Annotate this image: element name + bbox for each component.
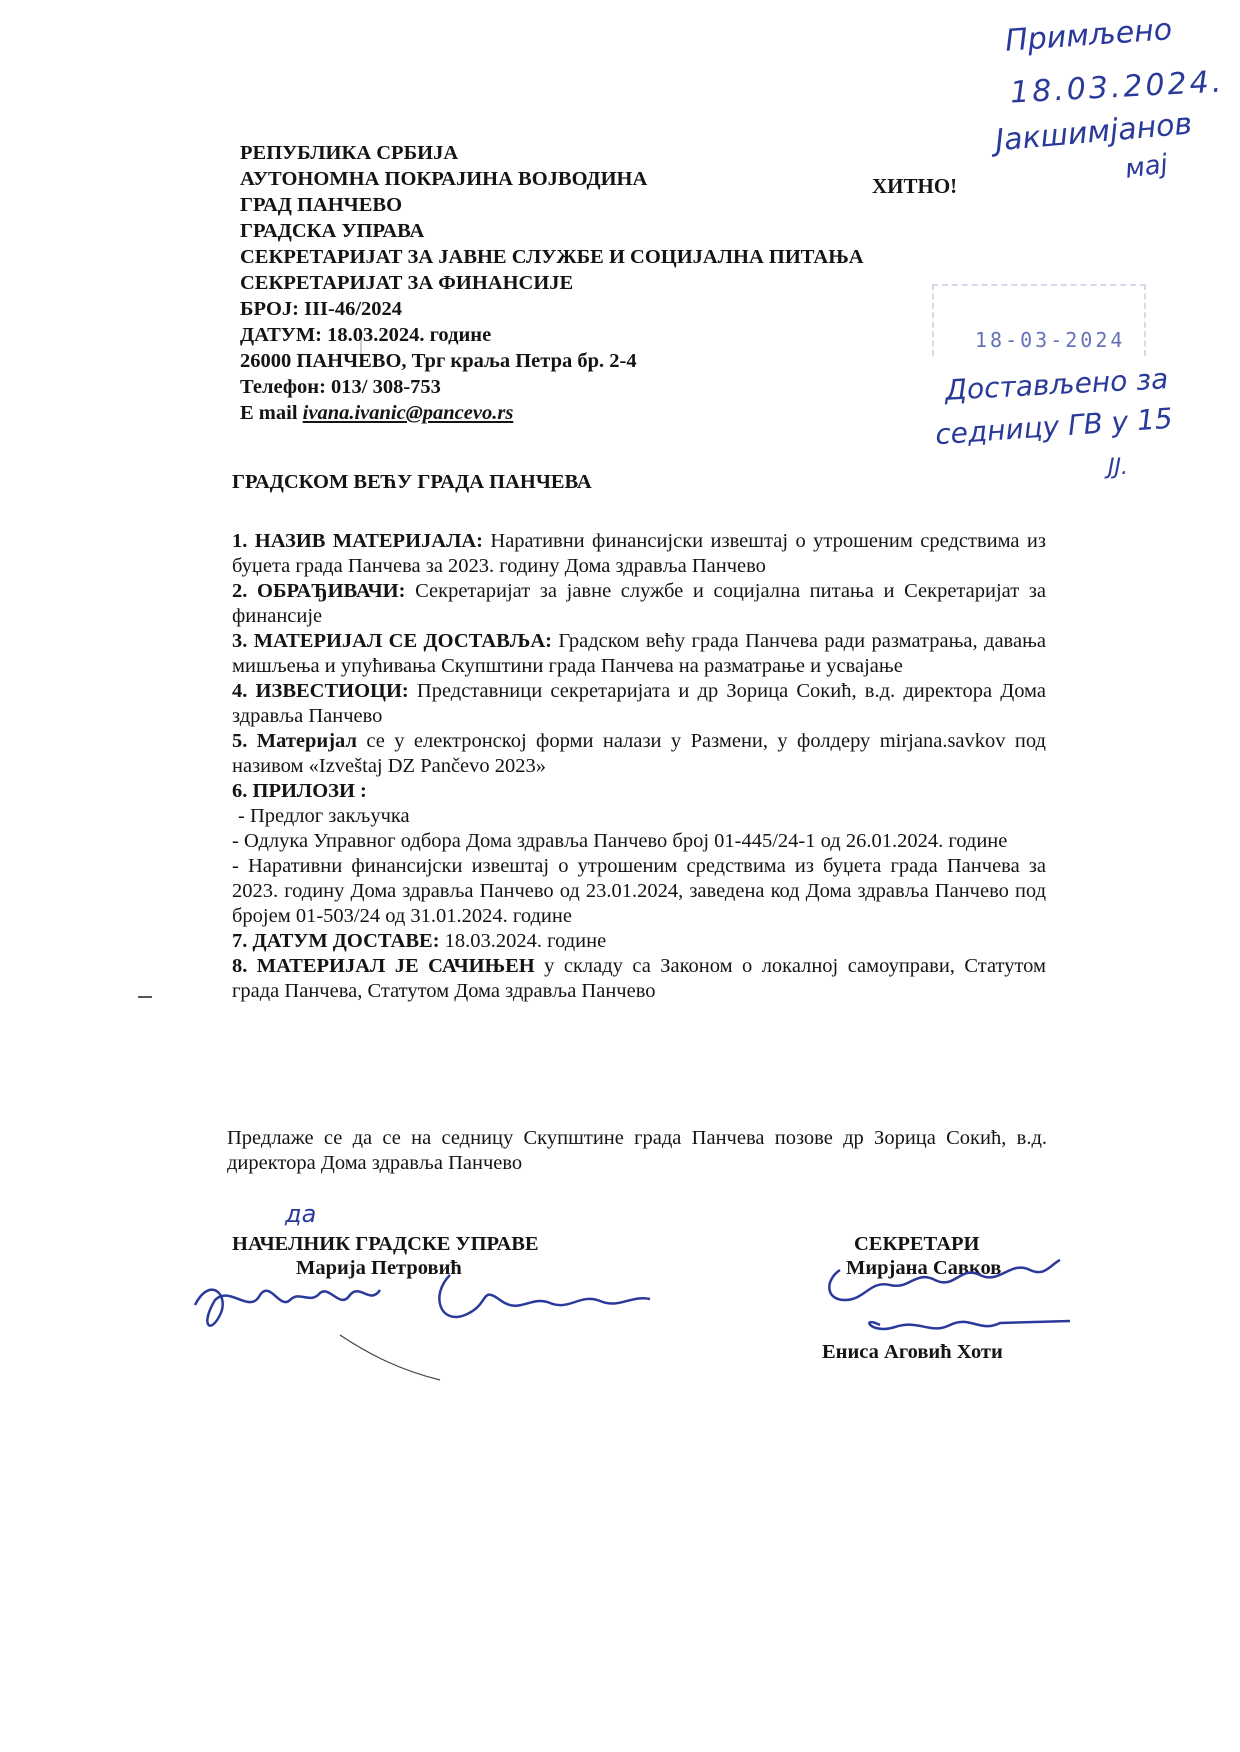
header-line: АУТОНОМНА ПОКРАЈИНА ВОЈВОДИНА	[240, 168, 648, 190]
list-item	[232, 679, 1046, 729]
item-label: 7. ДАТУМ ДОСТАВЕ:	[232, 930, 440, 952]
signature-stroke	[869, 1321, 1070, 1329]
address: 26000 ПАНЧЕВО, Трг краља Петра бр. 2-4	[240, 350, 637, 372]
email-label: E mail	[240, 402, 303, 424]
header-line: ГРАДСКА УПРАВА	[240, 220, 425, 242]
item-label: 5. Материјал	[232, 730, 357, 752]
document-date: ДАТУМ: 18.03.2024. године	[240, 324, 492, 346]
list-item	[232, 929, 1046, 954]
item-text: се у електронској форми налази у Размени, у фолдеру mirjana.savkov под називом «Izveštaj DZ Pančevo 2023»	[232, 730, 1046, 777]
item-label: 8. МАТЕРИЈАЛ ЈЕ САЧИЊЕН	[232, 955, 535, 977]
handwritten-received-note: Примљено	[1003, 12, 1174, 59]
received-stamp-date: 18-03-2024	[975, 328, 1126, 352]
handwritten-approval: да	[285, 1200, 317, 1228]
item-text: 18.03.2024. године	[439, 930, 607, 952]
item-text: Градском већу града Панчева ради разматрања, давања мишљења и упућивања Скупштини града Панчева на разматрање и усвајање	[232, 630, 1046, 677]
item-text: у складу са Законом о локалној самоуправи, Статутом града Панчева, Статутом Дома здравља Панчево	[232, 955, 1046, 1002]
right-signature-image	[820, 1255, 1080, 1345]
header-line: СЕКРЕТАРИЈАТ ЗА ФИНАНСИЈЕ	[240, 272, 574, 294]
attachment-item: - Предлог закључка	[238, 805, 410, 827]
handwritten-name-note: Јакшимјанов	[993, 106, 1194, 159]
email-link[interactable]: ivana.ivanic@pancevo.rs	[302, 402, 514, 424]
item-label: 3. МАТЕРИЈАЛ СЕ ДОСТАВЉА:	[232, 630, 552, 652]
header-line: СЕКРЕТАРИЈАТ ЗА ЈАВНЕ СЛУЖБЕ И СОЦИЈАЛНА ПИТАЊА	[240, 246, 864, 268]
list-item	[232, 729, 1046, 779]
header-line: ГРАД ПАНЧЕВО	[240, 194, 403, 216]
reference-number: БРОЈ: III-46/2024	[240, 298, 403, 320]
handwritten-delivered-note: Достављено за	[944, 362, 1169, 407]
left-signatory-title: НАЧЕЛНИК ГРАДСКЕ УПРАВЕ	[232, 1233, 539, 1255]
list-item	[232, 579, 1046, 629]
handwritten-date-note: 18.03.2024.	[1009, 64, 1226, 111]
item-text: Секретаријат за јавне службе и социјална питања и Секретаријат за финансије	[232, 580, 1047, 627]
attachment-item: - Наративни финансијски извештај о утрошеним средствима из буџета града Панчева за 2023. годину Дома здравља Панчево од 23.01.2024, заведена код Дома здравља Панчево под бројем 01-503/24 од 31.01.2024. године	[232, 855, 1046, 927]
phone: Телефон: 013/ 308-753	[240, 376, 441, 398]
attachment-item: - Одлука Управног одбора Дома здравља Панчево број 01-445/24-1 од 26.01.2024. године	[232, 830, 1008, 852]
right-signatory-name: Мирјана Савков	[846, 1257, 1002, 1279]
item-label: 6. ПРИЛОЗИ :	[232, 780, 367, 802]
signature-stroke	[340, 1335, 440, 1380]
signature-stroke	[439, 1275, 650, 1317]
item-text: Представници секретаријата и др Зорица Сокић, в.д. директора Дома здравља Панчево	[232, 680, 1046, 727]
signature-stroke	[829, 1260, 1060, 1300]
list-item	[232, 529, 1046, 579]
item-text: Наративни финансијски извештај о утрошеним средствима из буџета града Панчева за 2023. годину Дома здравља Панчево	[232, 530, 1046, 577]
item-label: 1. НАЗИВ МАТЕРИЈАЛА:	[232, 530, 483, 552]
proposal-paragraph: Предлаже се да се на седницу Скупштине града Панчева позове др Зорица Сокић, в.д. директора Дома здравља Панчево	[227, 1127, 1047, 1174]
header-line: РЕПУБЛИКА СРБИЈА	[240, 142, 459, 164]
item-list	[232, 529, 1046, 1004]
handwritten-initials: ЈЈ.	[1108, 455, 1128, 480]
right-signatory-name: Ениса Аговић Хоти	[822, 1341, 1003, 1363]
signature-stroke	[195, 1290, 380, 1326]
list-item	[232, 629, 1046, 679]
handwritten-note: мај	[1123, 149, 1170, 185]
left-signatory-name: Марија Петровић	[296, 1257, 462, 1279]
email-line	[240, 400, 1000, 426]
item-label: 4. ИЗВЕСТИОЦИ:	[232, 680, 409, 702]
list-item	[232, 954, 1046, 1004]
addressee: ГРАДСКОМ ВЕЋУ ГРАДА ПАНЧЕВА	[232, 471, 592, 493]
urgent-label: ХИТНО!	[872, 174, 958, 198]
item-label: 2. ОБРАЂИВАЧИ:	[232, 580, 406, 602]
left-signature-image	[190, 1255, 660, 1385]
right-signatory-title: СЕКРЕТАРИ	[854, 1233, 980, 1255]
handwritten-session-note: седницу ГВ у 15	[934, 401, 1174, 452]
scan-artifact	[138, 996, 152, 998]
list-item	[232, 779, 1046, 804]
